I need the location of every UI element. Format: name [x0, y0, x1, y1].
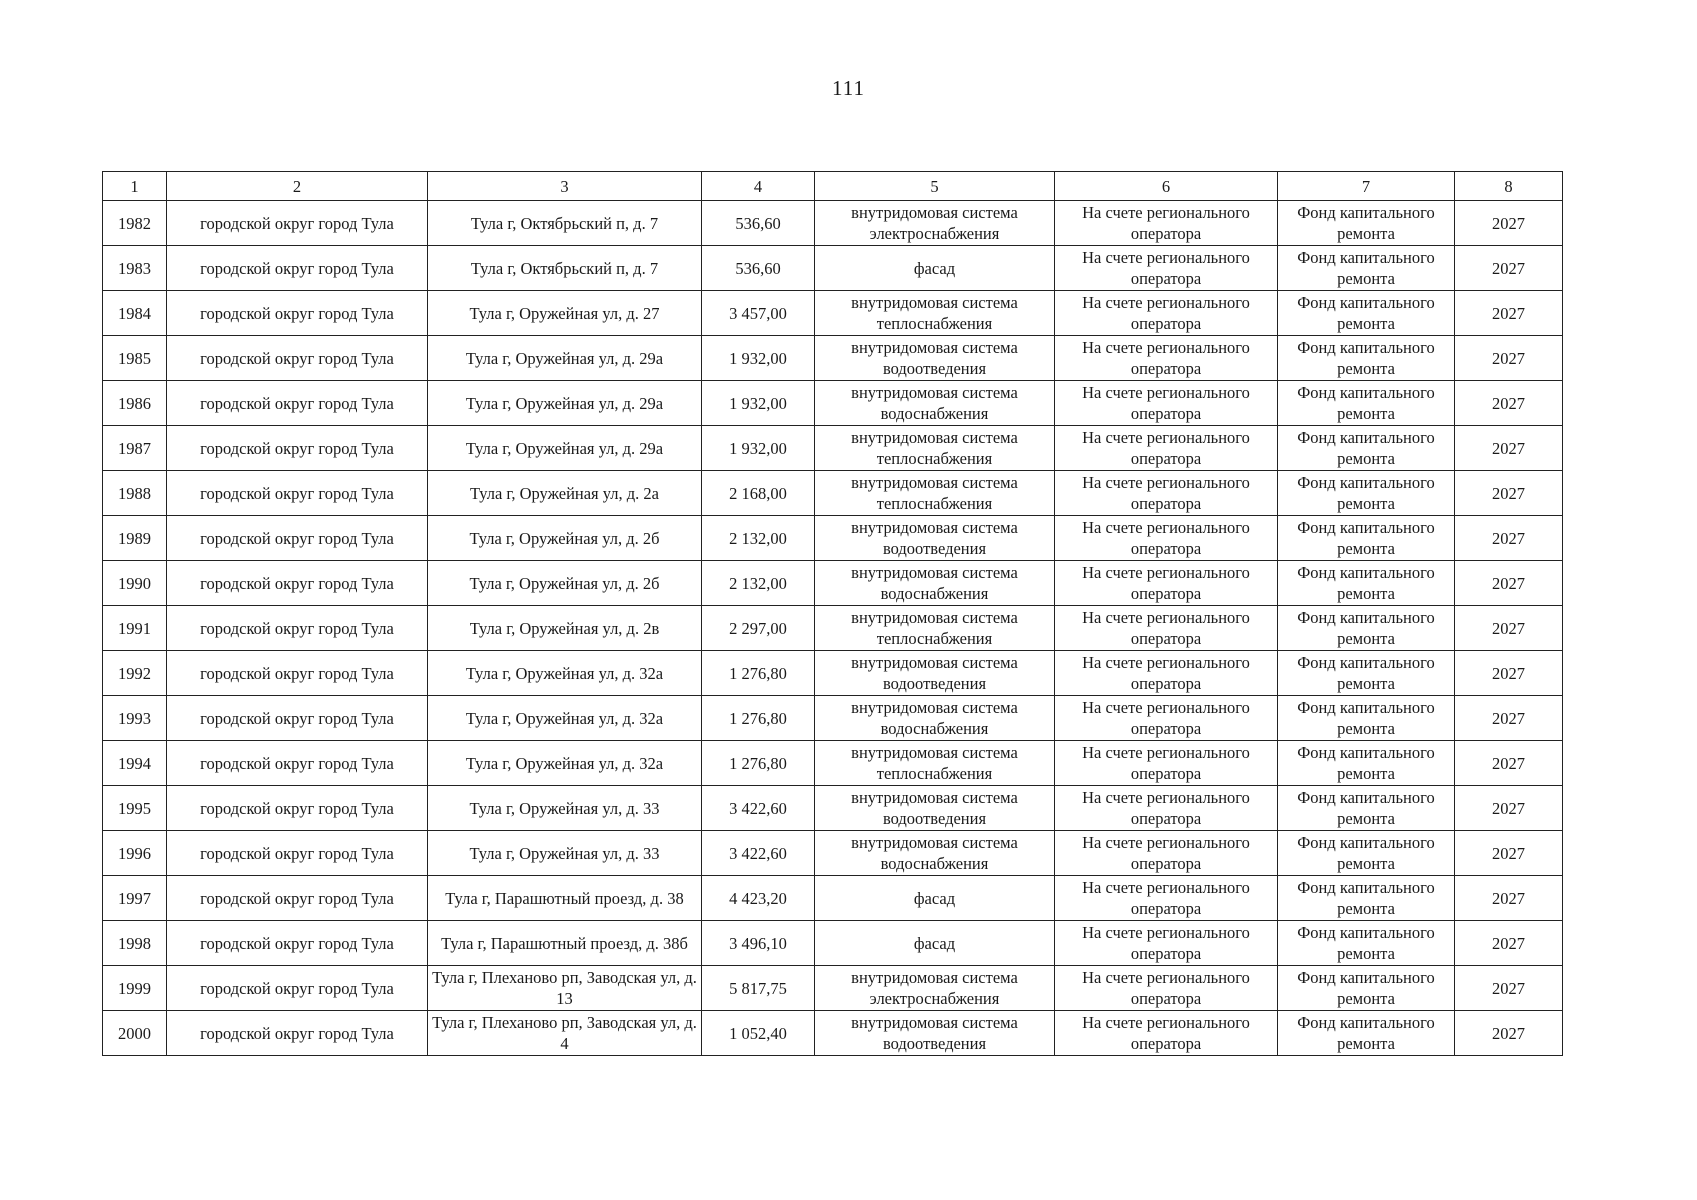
fund-formation-method-cell: На счете регионального оператора — [1055, 741, 1278, 786]
table-row — [103, 786, 1563, 831]
table-row — [103, 471, 1563, 516]
area-cell: 3 422,60 — [702, 831, 815, 876]
planned-year-cell: 2027 — [1455, 516, 1563, 561]
area-cell: 1 276,80 — [702, 741, 815, 786]
row-number-cell: 1996 — [103, 831, 167, 876]
funding-source-cell: Фонд капитального ремонта — [1278, 516, 1455, 561]
row-number-cell: 1988 — [103, 471, 167, 516]
row-number-cell: 1991 — [103, 606, 167, 651]
row-number-cell: 1998 — [103, 921, 167, 966]
fund-formation-method-cell: На счете регионального оператора — [1055, 786, 1278, 831]
row-number-cell: 1985 — [103, 336, 167, 381]
municipality-cell: городской округ город Тула — [167, 561, 428, 606]
funding-source-cell: Фонд капитального ремонта — [1278, 696, 1455, 741]
funding-source-cell: Фонд капитального ремонта — [1278, 921, 1455, 966]
funding-source-cell: Фонд капитального ремонта — [1278, 1011, 1455, 1056]
table-row — [103, 291, 1563, 336]
fund-formation-method-cell: На счете регионального оператора — [1055, 606, 1278, 651]
repair-work-type-cell: фасад — [815, 876, 1055, 921]
row-number-cell: 1995 — [103, 786, 167, 831]
row-number-cell: 1990 — [103, 561, 167, 606]
fund-formation-method-cell: На счете регионального оператора — [1055, 291, 1278, 336]
fund-formation-method-cell: На счете регионального оператора — [1055, 876, 1278, 921]
fund-formation-method-cell: На счете регионального оператора — [1055, 696, 1278, 741]
funding-source-cell: Фонд капитального ремонта — [1278, 246, 1455, 291]
planned-year-cell: 2027 — [1455, 561, 1563, 606]
fund-formation-method-cell: На счете регионального оператора — [1055, 651, 1278, 696]
row-number-cell: 1982 — [103, 201, 167, 246]
page-number: 111 — [832, 76, 865, 100]
planned-year-cell: 2027 — [1455, 291, 1563, 336]
repair-work-type-cell: внутридомовая система теплоснабжения — [815, 426, 1055, 471]
municipality-cell: городской округ город Тула — [167, 786, 428, 831]
address-cell: Тула г, Оружейная ул, д. 27 — [428, 291, 702, 336]
municipality-cell: городской округ город Тула — [167, 876, 428, 921]
repair-work-type-cell: внутридомовая система теплоснабжения — [815, 471, 1055, 516]
table-row — [103, 921, 1563, 966]
address-cell: Тула г, Парашютный проезд, д. 38б — [428, 921, 702, 966]
table-row — [103, 651, 1563, 696]
row-number-cell: 1989 — [103, 516, 167, 561]
column-header-7: 7 — [1278, 172, 1455, 201]
funding-source-cell: Фонд капитального ремонта — [1278, 471, 1455, 516]
address-cell: Тула г, Оружейная ул, д. 33 — [428, 831, 702, 876]
address-cell: Тула г, Оружейная ул, д. 2в — [428, 606, 702, 651]
municipality-cell: городской округ город Тула — [167, 471, 428, 516]
municipality-cell: городской округ город Тула — [167, 336, 428, 381]
area-cell: 536,60 — [702, 246, 815, 291]
planned-year-cell: 2027 — [1455, 246, 1563, 291]
funding-source-cell: Фонд капитального ремонта — [1278, 786, 1455, 831]
planned-year-cell: 2027 — [1455, 1011, 1563, 1056]
row-number-cell: 1983 — [103, 246, 167, 291]
repair-work-type-cell: внутридомовая система водоснабжения — [815, 831, 1055, 876]
municipality-cell: городской округ город Тула — [167, 606, 428, 651]
area-cell: 2 132,00 — [702, 561, 815, 606]
repair-work-type-cell: внутридомовая система водоотведения — [815, 651, 1055, 696]
address-cell: Тула г, Оружейная ул, д. 29а — [428, 381, 702, 426]
funding-source-cell: Фонд капитального ремонта — [1278, 651, 1455, 696]
funding-source-cell: Фонд капитального ремонта — [1278, 876, 1455, 921]
area-cell: 536,60 — [702, 201, 815, 246]
column-header-3: 3 — [428, 172, 702, 201]
fund-formation-method-cell: На счете регионального оператора — [1055, 561, 1278, 606]
table-row — [103, 246, 1563, 291]
repair-work-type-cell: внутридомовая система водоснабжения — [815, 561, 1055, 606]
column-header-8: 8 — [1455, 172, 1563, 201]
fund-formation-method-cell: На счете регионального оператора — [1055, 336, 1278, 381]
planned-year-cell: 2027 — [1455, 651, 1563, 696]
repair-work-type-cell: внутридомовая система водоотведения — [815, 336, 1055, 381]
funding-source-cell: Фонд капитального ремонта — [1278, 606, 1455, 651]
fund-formation-method-cell: На счете регионального оператора — [1055, 381, 1278, 426]
row-number-cell: 2000 — [103, 1011, 167, 1056]
fund-formation-method-cell: На счете регионального оператора — [1055, 966, 1278, 1011]
municipality-cell: городской округ город Тула — [167, 426, 428, 471]
area-cell: 3 496,10 — [702, 921, 815, 966]
fund-formation-method-cell: На счете регионального оператора — [1055, 201, 1278, 246]
municipality-cell: городской округ город Тула — [167, 381, 428, 426]
area-cell: 2 168,00 — [702, 471, 815, 516]
table-row — [103, 831, 1563, 876]
address-cell: Тула г, Парашютный проезд, д. 38 — [428, 876, 702, 921]
funding-source-cell: Фонд капитального ремонта — [1278, 831, 1455, 876]
area-cell: 1 932,00 — [702, 426, 815, 471]
area-cell: 3 422,60 — [702, 786, 815, 831]
area-cell: 1 052,40 — [702, 1011, 815, 1056]
municipality-cell: городской округ город Тула — [167, 291, 428, 336]
column-header-1: 1 — [103, 172, 167, 201]
table-header — [103, 172, 1563, 201]
table-row — [103, 1011, 1563, 1056]
address-cell: Тула г, Оружейная ул, д. 32а — [428, 696, 702, 741]
municipality-cell: городской округ город Тула — [167, 201, 428, 246]
address-cell: Тула г, Оружейная ул, д. 29а — [428, 336, 702, 381]
funding-source-cell: Фонд капитального ремонта — [1278, 291, 1455, 336]
row-number-cell: 1999 — [103, 966, 167, 1011]
column-header-4: 4 — [702, 172, 815, 201]
municipality-cell: городской округ город Тула — [167, 516, 428, 561]
table-row — [103, 606, 1563, 651]
fund-formation-method-cell: На счете регионального оператора — [1055, 471, 1278, 516]
address-cell: Тула г, Плеханово рп, Заводская ул, д. 4 — [428, 1011, 702, 1056]
row-number-cell: 1986 — [103, 381, 167, 426]
planned-year-cell: 2027 — [1455, 381, 1563, 426]
repair-work-type-cell: внутридомовая система теплоснабжения — [815, 291, 1055, 336]
table-row — [103, 876, 1563, 921]
fund-formation-method-cell: На счете регионального оператора — [1055, 516, 1278, 561]
row-number-cell: 1997 — [103, 876, 167, 921]
area-cell: 4 423,20 — [702, 876, 815, 921]
repair-work-type-cell: внутридомовая система водоотведения — [815, 786, 1055, 831]
repair-work-type-cell: внутридомовая система водоснабжения — [815, 381, 1055, 426]
funding-source-cell: Фонд капитального ремонта — [1278, 561, 1455, 606]
table-row — [103, 381, 1563, 426]
area-cell: 2 297,00 — [702, 606, 815, 651]
funding-source-cell: Фонд капитального ремонта — [1278, 201, 1455, 246]
municipality-cell: городской округ город Тула — [167, 966, 428, 1011]
planned-year-cell: 2027 — [1455, 696, 1563, 741]
funding-source-cell: Фонд капитального ремонта — [1278, 741, 1455, 786]
municipality-cell: городской округ город Тула — [167, 741, 428, 786]
row-number-cell: 1994 — [103, 741, 167, 786]
funding-source-cell: Фонд капитального ремонта — [1278, 381, 1455, 426]
planned-year-cell: 2027 — [1455, 336, 1563, 381]
address-cell: Тула г, Оружейная ул, д. 2а — [428, 471, 702, 516]
repair-work-type-cell: внутридомовая система теплоснабжения — [815, 606, 1055, 651]
area-cell: 2 132,00 — [702, 516, 815, 561]
municipality-cell: городской округ город Тула — [167, 921, 428, 966]
planned-year-cell: 2027 — [1455, 831, 1563, 876]
repair-work-type-cell: фасад — [815, 246, 1055, 291]
fund-formation-method-cell: На счете регионального оператора — [1055, 426, 1278, 471]
municipality-cell: городской округ город Тула — [167, 1011, 428, 1056]
capital-repair-table — [102, 171, 1563, 1056]
fund-formation-method-cell: На счете регионального оператора — [1055, 921, 1278, 966]
column-header-5: 5 — [815, 172, 1055, 201]
row-number-cell: 1987 — [103, 426, 167, 471]
table-row — [103, 696, 1563, 741]
table-row — [103, 516, 1563, 561]
address-cell: Тула г, Октябрьский п, д. 7 — [428, 201, 702, 246]
address-cell: Тула г, Оружейная ул, д. 32а — [428, 651, 702, 696]
fund-formation-method-cell: На счете регионального оператора — [1055, 1011, 1278, 1056]
fund-formation-method-cell: На счете регионального оператора — [1055, 246, 1278, 291]
address-cell: Тула г, Плеханово рп, Заводская ул, д. 13 — [428, 966, 702, 1011]
address-cell: Тула г, Октябрьский п, д. 7 — [428, 246, 702, 291]
area-cell: 1 276,80 — [702, 651, 815, 696]
address-cell: Тула г, Оружейная ул, д. 33 — [428, 786, 702, 831]
funding-source-cell: Фонд капитального ремонта — [1278, 966, 1455, 1011]
repair-work-type-cell: фасад — [815, 921, 1055, 966]
area-cell: 1 276,80 — [702, 696, 815, 741]
table-row — [103, 741, 1563, 786]
area-cell: 3 457,00 — [702, 291, 815, 336]
row-number-cell: 1992 — [103, 651, 167, 696]
address-cell: Тула г, Оружейная ул, д. 29а — [428, 426, 702, 471]
planned-year-cell: 2027 — [1455, 741, 1563, 786]
column-header-2: 2 — [167, 172, 428, 201]
address-cell: Тула г, Оружейная ул, д. 32а — [428, 741, 702, 786]
table-row — [103, 336, 1563, 381]
planned-year-cell: 2027 — [1455, 606, 1563, 651]
planned-year-cell: 2027 — [1455, 201, 1563, 246]
row-number-cell: 1984 — [103, 291, 167, 336]
municipality-cell: городской округ город Тула — [167, 651, 428, 696]
planned-year-cell: 2027 — [1455, 426, 1563, 471]
municipality-cell: городской округ город Тула — [167, 831, 428, 876]
address-cell: Тула г, Оружейная ул, д. 2б — [428, 561, 702, 606]
municipality-cell: городской округ город Тула — [167, 696, 428, 741]
repair-work-type-cell: внутридомовая система водоотведения — [815, 516, 1055, 561]
area-cell: 5 817,75 — [702, 966, 815, 1011]
table-row — [103, 201, 1563, 246]
planned-year-cell: 2027 — [1455, 786, 1563, 831]
repair-work-type-cell: внутридомовая система водоснабжения — [815, 696, 1055, 741]
column-header-6: 6 — [1055, 172, 1278, 201]
municipality-cell: городской округ город Тула — [167, 246, 428, 291]
planned-year-cell: 2027 — [1455, 921, 1563, 966]
table-row — [103, 966, 1563, 1011]
repair-work-type-cell: внутридомовая система электроснабжения — [815, 966, 1055, 1011]
table-row — [103, 426, 1563, 471]
header-row — [103, 172, 1563, 201]
row-number-cell: 1993 — [103, 696, 167, 741]
planned-year-cell: 2027 — [1455, 966, 1563, 1011]
table-body — [103, 201, 1563, 1056]
area-cell: 1 932,00 — [702, 336, 815, 381]
funding-source-cell: Фонд капитального ремонта — [1278, 336, 1455, 381]
repair-work-type-cell: внутридомовая система водоотведения — [815, 1011, 1055, 1056]
repair-work-type-cell: внутридомовая система теплоснабжения — [815, 741, 1055, 786]
area-cell: 1 932,00 — [702, 381, 815, 426]
address-cell: Тула г, Оружейная ул, д. 2б — [428, 516, 702, 561]
fund-formation-method-cell: На счете регионального оператора — [1055, 831, 1278, 876]
planned-year-cell: 2027 — [1455, 876, 1563, 921]
funding-source-cell: Фонд капитального ремонта — [1278, 426, 1455, 471]
repair-work-type-cell: внутридомовая система электроснабжения — [815, 201, 1055, 246]
table-row — [103, 561, 1563, 606]
planned-year-cell: 2027 — [1455, 471, 1563, 516]
